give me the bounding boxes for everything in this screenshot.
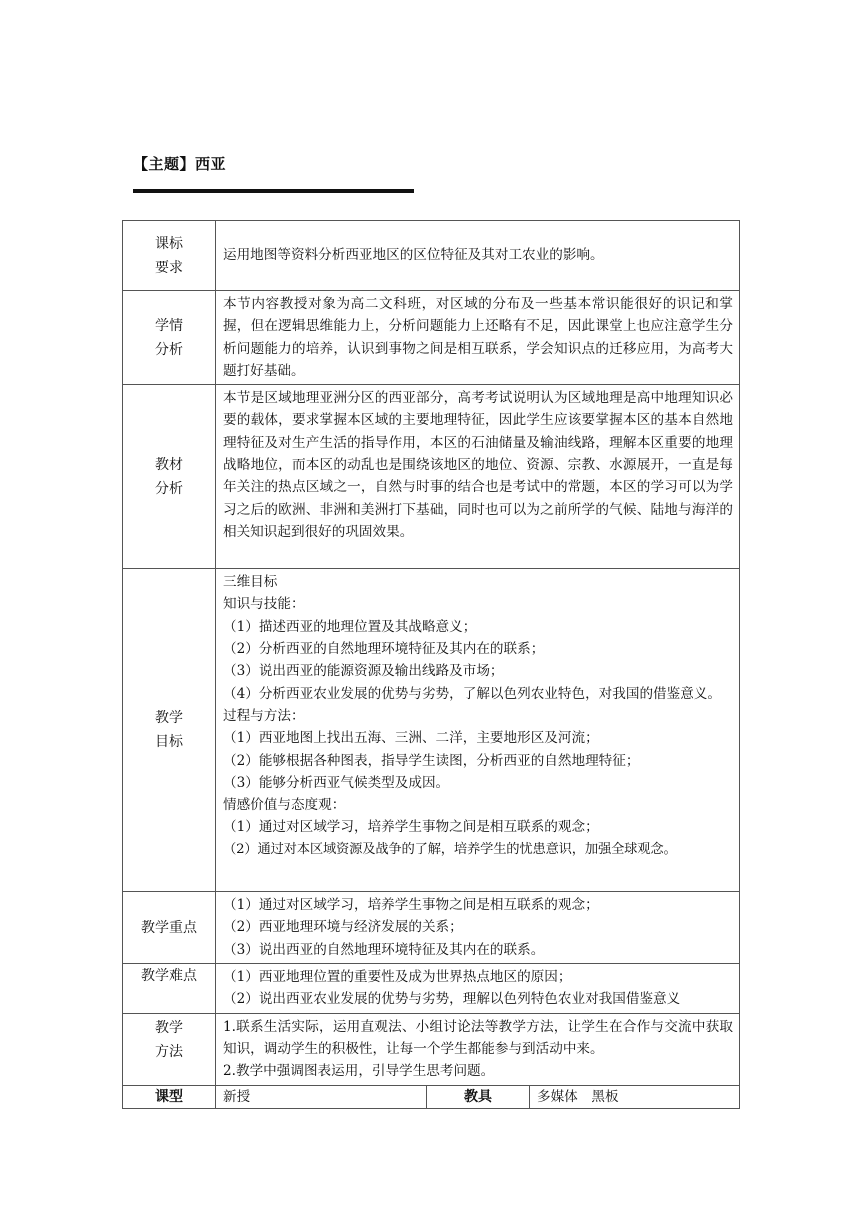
row-footer xyxy=(123,1085,740,1108)
key-point-line: （1）通过对区域学习，培养学生事物之间是相互联系的观念； xyxy=(223,897,599,914)
key-point-line: （3）说出西亚的自然地理环境特征及其内在的联系。 xyxy=(223,941,545,958)
method-line: 1.联系生活实际，运用直观法、小组讨论法等教学方法，让学生在合作与交流中获取知识，调动学生的积极性，让每一个学生都能参与到活动中来。 xyxy=(223,1018,734,1057)
label-objectives xyxy=(123,569,216,892)
content-materials: 本节是区域地理亚洲分区的西亚部分，高考考试说明认为区域地理是高中地理知识必要的载体，要求掌握本区域的主要地理特征，因此学生应该要掌握本区的基本自然地理特征及对生产生活的指导作用，本区的石油储量及输油线路，理解本区重要的地理战略地位，而本区的动乱也是围绕该地区的地位、资源、宗教、水源展开，一直是每年关注的热点区域之一，自然与时事的结合也是考试中的常题，本区的学习可以为学习之后的欧洲、非洲和美洲打下基础，同时也可以为之前所学的气候、陆地与海洋的相关知识起到很好的巩固效果。 xyxy=(216,385,740,569)
page-title: 【主题】西亚 xyxy=(133,155,227,173)
row-difficulties xyxy=(123,964,740,1014)
row-students xyxy=(123,291,740,385)
key-point-line: （2）西亚地理环境与经济发展的关系； xyxy=(223,919,463,936)
lesson-plan-table xyxy=(122,220,740,1109)
row-materials xyxy=(123,385,740,569)
row-objectives xyxy=(123,569,740,892)
label-teaching-tools: 教具 xyxy=(427,1085,530,1108)
objective-line: （1）西亚地图上找出五海、三洲、二洋，主要地形区及河流； xyxy=(223,730,599,747)
objective-line: （2）通过对本区域资源及战争的了解，培养学生的忧患意识，加强全球观念。 xyxy=(223,841,677,857)
content-standard: 运用地图等资料分析西亚地区的区位特征及其对工农业的影响。 xyxy=(216,221,740,291)
objective-line: 过程与方法： xyxy=(223,707,305,724)
label-line: 学情 xyxy=(155,317,183,334)
label-line: 教学 xyxy=(155,710,183,727)
label-key-points: 教学重点 xyxy=(123,892,216,964)
objective-line: （2）分析西亚的自然地理环境特征及其内在的联系； xyxy=(223,641,545,658)
label-line: 要求 xyxy=(155,259,183,276)
value-lesson-type: 新授 xyxy=(216,1085,427,1108)
objective-line: （3）能够分析西亚气候类型及成因。 xyxy=(223,774,450,791)
objective-line: （1）描述西亚的地理位置及其战略意义； xyxy=(223,618,477,635)
label-line: 教材 xyxy=(155,456,183,473)
label-materials xyxy=(123,385,216,569)
label-standard xyxy=(123,221,216,291)
label-line: 目标 xyxy=(155,734,183,751)
label-methods xyxy=(123,1013,216,1085)
objective-line: （2）能够根据各种图表，指导学生读图，分析西亚的自然地理特征； xyxy=(223,752,640,769)
label-line: 分析 xyxy=(155,341,183,358)
row-methods xyxy=(123,1013,740,1085)
title-underline xyxy=(133,189,414,193)
label-difficulties: 教学难点 xyxy=(123,964,216,1014)
content-key-points xyxy=(216,892,740,964)
objective-line: （4）分析西亚农业发展的优势与劣势，了解以色列农业特色，对我国的借鉴意义。 xyxy=(223,685,722,702)
objective-line: （3）说出西亚的能源资源及输出线路及市场； xyxy=(223,663,504,680)
objective-line: 知识与技能： xyxy=(223,596,305,613)
objective-line: （1）通过对区域学习，培养学生事物之间是相互联系的观念； xyxy=(223,819,599,836)
difficulty-line: （2）说出西亚农业发展的优势与劣势，理解以色列特色农业对我国借鉴意义 xyxy=(223,991,681,1008)
content-difficulties xyxy=(216,964,740,1014)
label-line: 分析 xyxy=(155,480,183,497)
objective-line: 三维目标 xyxy=(223,574,278,591)
value-teaching-tools: 多媒体 黑板 xyxy=(530,1085,740,1108)
label-line: 课标 xyxy=(155,235,183,252)
difficulty-line: （1）西亚地理位置的重要性及成为世界热点地区的原因； xyxy=(223,969,572,986)
content-students: 本节内容教授对象为高二文科班，对区域的分布及一些基本常识能很好的识记和掌握，但在逻辑思维能力上，分析问题能力上还略有不足，因此课堂上也应注意学生分析问题能力的培养，认识到事物之间是相互联系，学会知识点的迁移应用，为高考大题打好基础。 xyxy=(216,291,740,385)
method-line: 2.教学中强调图表运用，引导学生思考问题。 xyxy=(223,1063,495,1080)
label-lesson-type: 课型 xyxy=(123,1085,216,1108)
label-line: 方法 xyxy=(155,1043,183,1060)
content-methods xyxy=(216,1013,740,1085)
label-line: 教学 xyxy=(155,1019,183,1036)
content-objectives xyxy=(216,569,740,892)
row-key-points xyxy=(123,892,740,964)
row-standard xyxy=(123,221,740,291)
label-students xyxy=(123,291,216,385)
objective-line: 情感价值与态度观： xyxy=(223,797,346,814)
